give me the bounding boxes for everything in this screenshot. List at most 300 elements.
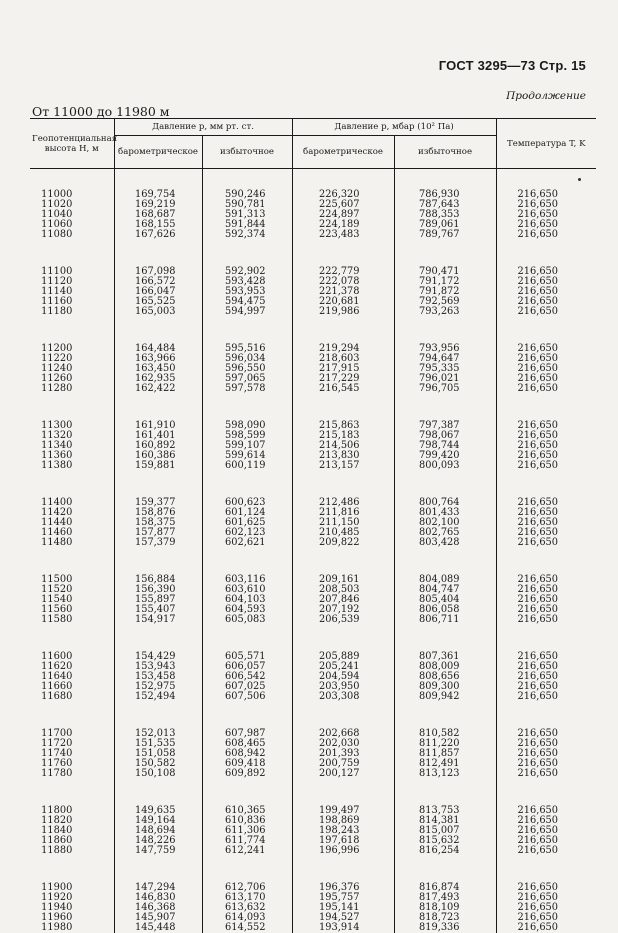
cell-baro-mm: 153,458: [114, 672, 202, 682]
table-row: [30, 374, 596, 384]
cell-baro-mbar: 195,141: [292, 903, 394, 913]
cell-height: 11060: [30, 220, 114, 230]
cell-baro-mm: 159,881: [114, 461, 202, 471]
table-row: [30, 846, 596, 856]
header-excess-mm: избыточное: [202, 136, 292, 169]
cell-height: 11280: [30, 384, 114, 394]
cell-temperature: 216,650: [496, 354, 596, 364]
cell-excess-mm: 608,942: [202, 749, 292, 759]
spacer-cell: [202, 702, 292, 729]
cell-height: 11200: [30, 344, 114, 354]
spacer-cell: [30, 317, 114, 344]
table-row: [30, 267, 596, 277]
cell-excess-mbar: 818,109: [394, 903, 496, 913]
cell-baro-mm: 166,572: [114, 277, 202, 287]
cell-baro-mbar: 206,539: [292, 615, 394, 625]
cell-excess-mbar: 808,656: [394, 672, 496, 682]
cell-temperature: 216,650: [496, 441, 596, 451]
cell-baro-mbar: 215,863: [292, 421, 394, 431]
cell-excess-mm: 592,374: [202, 230, 292, 240]
cell-baro-mm: 151,535: [114, 739, 202, 749]
cell-excess-mbar: 790,471: [394, 267, 496, 277]
table-row: [30, 923, 596, 933]
cell-baro-mm: 157,379: [114, 538, 202, 548]
spacer-cell: [202, 779, 292, 806]
cell-excess-mbar: 800,093: [394, 461, 496, 471]
table-row: [30, 585, 596, 595]
cell-height: 11740: [30, 749, 114, 759]
table-row: [30, 806, 596, 816]
spacer-cell: [496, 702, 596, 729]
cell-excess-mm: 612,241: [202, 846, 292, 856]
cell-excess-mm: 595,516: [202, 344, 292, 354]
cell-baro-mm: 158,375: [114, 518, 202, 528]
cell-baro-mbar: 204,594: [292, 672, 394, 682]
cell-height: 11780: [30, 769, 114, 779]
spacer-cell: [30, 779, 114, 806]
cell-baro-mbar: 200,759: [292, 759, 394, 769]
table-row: [30, 528, 596, 538]
spacer-cell: [202, 471, 292, 498]
cell-temperature: 216,650: [496, 585, 596, 595]
cell-baro-mbar: 203,950: [292, 682, 394, 692]
cell-baro-mbar: 219,986: [292, 307, 394, 317]
cell-height: 11620: [30, 662, 114, 672]
cell-temperature: 216,650: [496, 267, 596, 277]
cell-height: 11080: [30, 230, 114, 240]
cell-excess-mm: 590,246: [202, 190, 292, 200]
cell-excess-mbar: 786,930: [394, 190, 496, 200]
cell-excess-mbar: 812,491: [394, 759, 496, 769]
cell-excess-mbar: 808,009: [394, 662, 496, 672]
table-row: [30, 431, 596, 441]
cell-height: 11900: [30, 883, 114, 893]
cell-baro-mbar: 217,229: [292, 374, 394, 384]
spacer-cell: [496, 169, 596, 191]
group-spacer: [30, 548, 596, 575]
spacer-cell: [292, 394, 394, 421]
cell-baro-mbar: 208,503: [292, 585, 394, 595]
spacer-cell: [496, 856, 596, 883]
cell-temperature: 216,650: [496, 498, 596, 508]
spacer-cell: [30, 856, 114, 883]
cell-excess-mbar: 791,872: [394, 287, 496, 297]
cell-baro-mm: 168,687: [114, 210, 202, 220]
cell-excess-mm: 593,428: [202, 277, 292, 287]
cell-baro-mm: 150,582: [114, 759, 202, 769]
spacer-cell: [30, 625, 114, 652]
spacer-cell: [496, 471, 596, 498]
spacer-cell: [202, 548, 292, 575]
spacer-cell: [394, 240, 496, 267]
cell-baro-mm: 165,525: [114, 297, 202, 307]
spacer-cell: [292, 471, 394, 498]
cell-temperature: 216,650: [496, 836, 596, 846]
cell-excess-mm: 598,599: [202, 431, 292, 441]
cell-baro-mbar: 193,914: [292, 923, 394, 933]
cell-excess-mm: 591,844: [202, 220, 292, 230]
cell-height: 11400: [30, 498, 114, 508]
cell-excess-mm: 611,774: [202, 836, 292, 846]
cell-height: 11360: [30, 451, 114, 461]
cell-temperature: 216,650: [496, 903, 596, 913]
table-row: [30, 769, 596, 779]
cell-temperature: 216,650: [496, 605, 596, 615]
spacer-cell: [496, 779, 596, 806]
header-excess-mbar: избыточное: [394, 136, 496, 169]
cell-excess-mbar: 804,747: [394, 585, 496, 595]
spacer-cell: [114, 702, 202, 729]
cell-baro-mbar: 198,869: [292, 816, 394, 826]
cell-excess-mbar: 795,335: [394, 364, 496, 374]
cell-baro-mm: 147,759: [114, 846, 202, 856]
cell-excess-mbar: 816,254: [394, 846, 496, 856]
table-body: [30, 169, 596, 933]
cell-height: 11140: [30, 287, 114, 297]
cell-height: 11760: [30, 759, 114, 769]
cell-baro-mm: 159,377: [114, 498, 202, 508]
cell-excess-mm: 608,465: [202, 739, 292, 749]
table-row: [30, 287, 596, 297]
cell-baro-mbar: 215,183: [292, 431, 394, 441]
cell-temperature: 216,650: [496, 806, 596, 816]
header-baro-mm: барометрическое: [114, 136, 202, 169]
cell-temperature: 216,650: [496, 913, 596, 923]
table-row: [30, 903, 596, 913]
cell-height: 11480: [30, 538, 114, 548]
cell-baro-mbar: 213,157: [292, 461, 394, 471]
spacer-cell: [292, 548, 394, 575]
table-row: [30, 307, 596, 317]
table-row: [30, 421, 596, 431]
cell-excess-mm: 605,571: [202, 652, 292, 662]
spacer-cell: [30, 471, 114, 498]
cell-excess-mbar: 809,942: [394, 692, 496, 702]
cell-excess-mm: 613,632: [202, 903, 292, 913]
cell-excess-mbar: 802,765: [394, 528, 496, 538]
cell-excess-mm: 599,107: [202, 441, 292, 451]
cell-excess-mbar: 819,336: [394, 923, 496, 933]
cell-excess-mbar: 809,300: [394, 682, 496, 692]
table-row: [30, 615, 596, 625]
cell-excess-mm: 596,550: [202, 364, 292, 374]
table-row: [30, 662, 596, 672]
cell-excess-mm: 602,123: [202, 528, 292, 538]
spacer-cell: [496, 240, 596, 267]
cell-excess-mbar: 803,428: [394, 538, 496, 548]
cell-excess-mbar: 810,582: [394, 729, 496, 739]
page-header: ГОСТ 3295—73 Стр. 15: [439, 58, 586, 73]
cell-baro-mbar: 216,545: [292, 384, 394, 394]
cell-excess-mbar: 804,089: [394, 575, 496, 585]
table-row: [30, 518, 596, 528]
cell-height: 11320: [30, 431, 114, 441]
cell-temperature: 216,650: [496, 230, 596, 240]
cell-baro-mbar: 222,779: [292, 267, 394, 277]
cell-excess-mm: 599,614: [202, 451, 292, 461]
spacer-cell: [496, 394, 596, 421]
cell-excess-mbar: 815,007: [394, 826, 496, 836]
table-row: [30, 836, 596, 846]
cell-excess-mm: 601,625: [202, 518, 292, 528]
cell-baro-mm: 160,386: [114, 451, 202, 461]
spacer-cell: [496, 317, 596, 344]
table-row: [30, 508, 596, 518]
header-baro-mbar: барометрическое: [292, 136, 394, 169]
cell-excess-mbar: 801,433: [394, 508, 496, 518]
cell-baro-mm: 154,429: [114, 652, 202, 662]
cell-height: 11660: [30, 682, 114, 692]
cell-temperature: 216,650: [496, 384, 596, 394]
table-row: [30, 461, 596, 471]
cell-height: 11160: [30, 297, 114, 307]
cell-baro-mm: 163,450: [114, 364, 202, 374]
cell-baro-mm: 165,003: [114, 307, 202, 317]
spacer-cell: [394, 317, 496, 344]
spacer-cell: [114, 317, 202, 344]
spacer-cell: [30, 240, 114, 267]
cell-baro-mbar: 224,189: [292, 220, 394, 230]
cell-baro-mm: 169,754: [114, 190, 202, 200]
cell-baro-mm: 157,877: [114, 528, 202, 538]
cell-temperature: 216,650: [496, 595, 596, 605]
spacer-cell: [30, 394, 114, 421]
cell-excess-mbar: 792,569: [394, 297, 496, 307]
cell-baro-mbar: 219,294: [292, 344, 394, 354]
table-row: [30, 538, 596, 548]
cell-baro-mm: 152,494: [114, 692, 202, 702]
cell-baro-mm: 153,943: [114, 662, 202, 672]
header-pressure-mbar: Давление p, мбар (10² Па): [292, 119, 496, 136]
cell-excess-mbar: 793,956: [394, 344, 496, 354]
spacer-cell: [114, 394, 202, 421]
table-row: [30, 220, 596, 230]
cell-excess-mbar: 806,058: [394, 605, 496, 615]
cell-baro-mbar: 220,681: [292, 297, 394, 307]
cell-baro-mbar: 205,889: [292, 652, 394, 662]
spacer-cell: [394, 702, 496, 729]
cell-height: 11120: [30, 277, 114, 287]
cell-baro-mm: 161,910: [114, 421, 202, 431]
table-row: [30, 190, 596, 200]
cell-temperature: 216,650: [496, 729, 596, 739]
spacer-cell: [202, 856, 292, 883]
cell-baro-mbar: 211,150: [292, 518, 394, 528]
cell-height: 11940: [30, 903, 114, 913]
cell-baro-mm: 149,164: [114, 816, 202, 826]
spacer-cell: [114, 856, 202, 883]
table-row: [30, 277, 596, 287]
cell-excess-mm: 598,090: [202, 421, 292, 431]
cell-excess-mm: 601,124: [202, 508, 292, 518]
cell-height: 11420: [30, 508, 114, 518]
cell-excess-mbar: 798,067: [394, 431, 496, 441]
cell-height: 11100: [30, 267, 114, 277]
spacer-cell: [394, 779, 496, 806]
cell-excess-mm: 610,365: [202, 806, 292, 816]
spacer-cell: [394, 625, 496, 652]
cell-height: 11700: [30, 729, 114, 739]
cell-baro-mm: 154,917: [114, 615, 202, 625]
cell-height: 11040: [30, 210, 114, 220]
spacer-cell: [292, 625, 394, 652]
table-row: [30, 210, 596, 220]
cell-baro-mm: 145,907: [114, 913, 202, 923]
cell-baro-mm: 146,830: [114, 893, 202, 903]
cell-temperature: 216,650: [496, 200, 596, 210]
spacer-cell: [202, 240, 292, 267]
ink-dot: [578, 178, 581, 181]
cell-baro-mbar: 198,243: [292, 826, 394, 836]
cell-excess-mbar: 815,632: [394, 836, 496, 846]
cell-temperature: 216,650: [496, 759, 596, 769]
spacer-cell: [202, 169, 292, 191]
group-spacer: [30, 169, 596, 191]
cell-baro-mbar: 196,376: [292, 883, 394, 893]
cell-baro-mbar: 199,497: [292, 806, 394, 816]
spacer-cell: [496, 548, 596, 575]
cell-temperature: 216,650: [496, 451, 596, 461]
cell-baro-mm: 150,108: [114, 769, 202, 779]
cell-baro-mbar: 226,320: [292, 190, 394, 200]
spacer-cell: [292, 779, 394, 806]
table-row: [30, 749, 596, 759]
cell-height: 11300: [30, 421, 114, 431]
spacer-cell: [30, 548, 114, 575]
cell-temperature: 216,650: [496, 344, 596, 354]
spacer-cell: [394, 169, 496, 191]
cell-baro-mm: 164,484: [114, 344, 202, 354]
cell-temperature: 216,650: [496, 652, 596, 662]
spacer-cell: [394, 394, 496, 421]
spacer-cell: [30, 169, 114, 191]
cell-temperature: 216,650: [496, 297, 596, 307]
cell-baro-mm: 151,058: [114, 749, 202, 759]
cell-height: 11220: [30, 354, 114, 364]
cell-baro-mbar: 225,607: [292, 200, 394, 210]
cell-excess-mbar: 817,493: [394, 893, 496, 903]
spacer-cell: [394, 856, 496, 883]
cell-excess-mbar: 805,404: [394, 595, 496, 605]
cell-baro-mm: 169,219: [114, 200, 202, 210]
cell-temperature: 216,650: [496, 364, 596, 374]
header-pressure-mm: Давление p, мм рт. ст.: [114, 119, 292, 136]
spacer-cell: [114, 240, 202, 267]
cell-baro-mbar: 212,486: [292, 498, 394, 508]
cell-baro-mbar: 221,378: [292, 287, 394, 297]
cell-baro-mbar: 209,161: [292, 575, 394, 585]
cell-excess-mbar: 788,353: [394, 210, 496, 220]
group-spacer: [30, 317, 596, 344]
cell-height: 11640: [30, 672, 114, 682]
spacer-cell: [114, 548, 202, 575]
cell-excess-mm: 607,506: [202, 692, 292, 702]
cell-temperature: 216,650: [496, 749, 596, 759]
cell-baro-mm: 162,422: [114, 384, 202, 394]
spacer-cell: [496, 625, 596, 652]
cell-height: 11840: [30, 826, 114, 836]
cell-temperature: 216,650: [496, 287, 596, 297]
table-row: [30, 384, 596, 394]
cell-baro-mm: 166,047: [114, 287, 202, 297]
cell-baro-mbar: 201,393: [292, 749, 394, 759]
cell-excess-mbar: 796,705: [394, 384, 496, 394]
continuation-label: Продолжение: [506, 90, 586, 102]
spacer-cell: [30, 702, 114, 729]
table-row: [30, 672, 596, 682]
cell-baro-mbar: 214,506: [292, 441, 394, 451]
cell-excess-mbar: 794,647: [394, 354, 496, 364]
cell-height: 11680: [30, 692, 114, 702]
cell-excess-mbar: 813,753: [394, 806, 496, 816]
cell-excess-mm: 609,418: [202, 759, 292, 769]
cell-excess-mbar: 796,021: [394, 374, 496, 384]
cell-baro-mm: 163,966: [114, 354, 202, 364]
cell-baro-mbar: 222,078: [292, 277, 394, 287]
spacer-cell: [394, 471, 496, 498]
cell-excess-mm: 600,623: [202, 498, 292, 508]
table-row: [30, 451, 596, 461]
cell-baro-mbar: 194,527: [292, 913, 394, 923]
group-spacer: [30, 394, 596, 421]
cell-height: 11460: [30, 528, 114, 538]
cell-excess-mbar: 798,744: [394, 441, 496, 451]
cell-excess-mbar: 813,123: [394, 769, 496, 779]
cell-temperature: 216,650: [496, 528, 596, 538]
cell-excess-mm: 594,475: [202, 297, 292, 307]
table-row: [30, 652, 596, 662]
table-row: [30, 883, 596, 893]
cell-excess-mbar: 818,723: [394, 913, 496, 923]
spacer-cell: [114, 625, 202, 652]
cell-temperature: 216,650: [496, 210, 596, 220]
table-row: [30, 297, 596, 307]
group-spacer: [30, 471, 596, 498]
cell-excess-mm: 609,892: [202, 769, 292, 779]
cell-height: 11860: [30, 836, 114, 846]
spacer-cell: [114, 779, 202, 806]
cell-baro-mm: 156,884: [114, 575, 202, 585]
table-row: [30, 230, 596, 240]
cell-excess-mbar: 811,220: [394, 739, 496, 749]
cell-baro-mm: 146,368: [114, 903, 202, 913]
table-row: [30, 200, 596, 210]
table-row: [30, 364, 596, 374]
cell-temperature: 216,650: [496, 816, 596, 826]
cell-temperature: 216,650: [496, 518, 596, 528]
cell-height: 11340: [30, 441, 114, 451]
cell-height: 11260: [30, 374, 114, 384]
cell-temperature: 216,650: [496, 508, 596, 518]
cell-excess-mm: 611,306: [202, 826, 292, 836]
cell-temperature: 216,650: [496, 421, 596, 431]
cell-baro-mbar: 195,757: [292, 893, 394, 903]
table-row: [30, 759, 596, 769]
cell-height: 11560: [30, 605, 114, 615]
cell-baro-mbar: 210,485: [292, 528, 394, 538]
cell-baro-mbar: 207,192: [292, 605, 394, 615]
cell-baro-mbar: 213,830: [292, 451, 394, 461]
cell-excess-mbar: 789,061: [394, 220, 496, 230]
cell-excess-mbar: 811,857: [394, 749, 496, 759]
cell-baro-mm: 148,694: [114, 826, 202, 836]
cell-baro-mm: 155,897: [114, 595, 202, 605]
cell-excess-mm: 594,997: [202, 307, 292, 317]
table-row: [30, 692, 596, 702]
cell-baro-mm: 158,876: [114, 508, 202, 518]
cell-baro-mbar: 224,897: [292, 210, 394, 220]
cell-height: 11000: [30, 190, 114, 200]
